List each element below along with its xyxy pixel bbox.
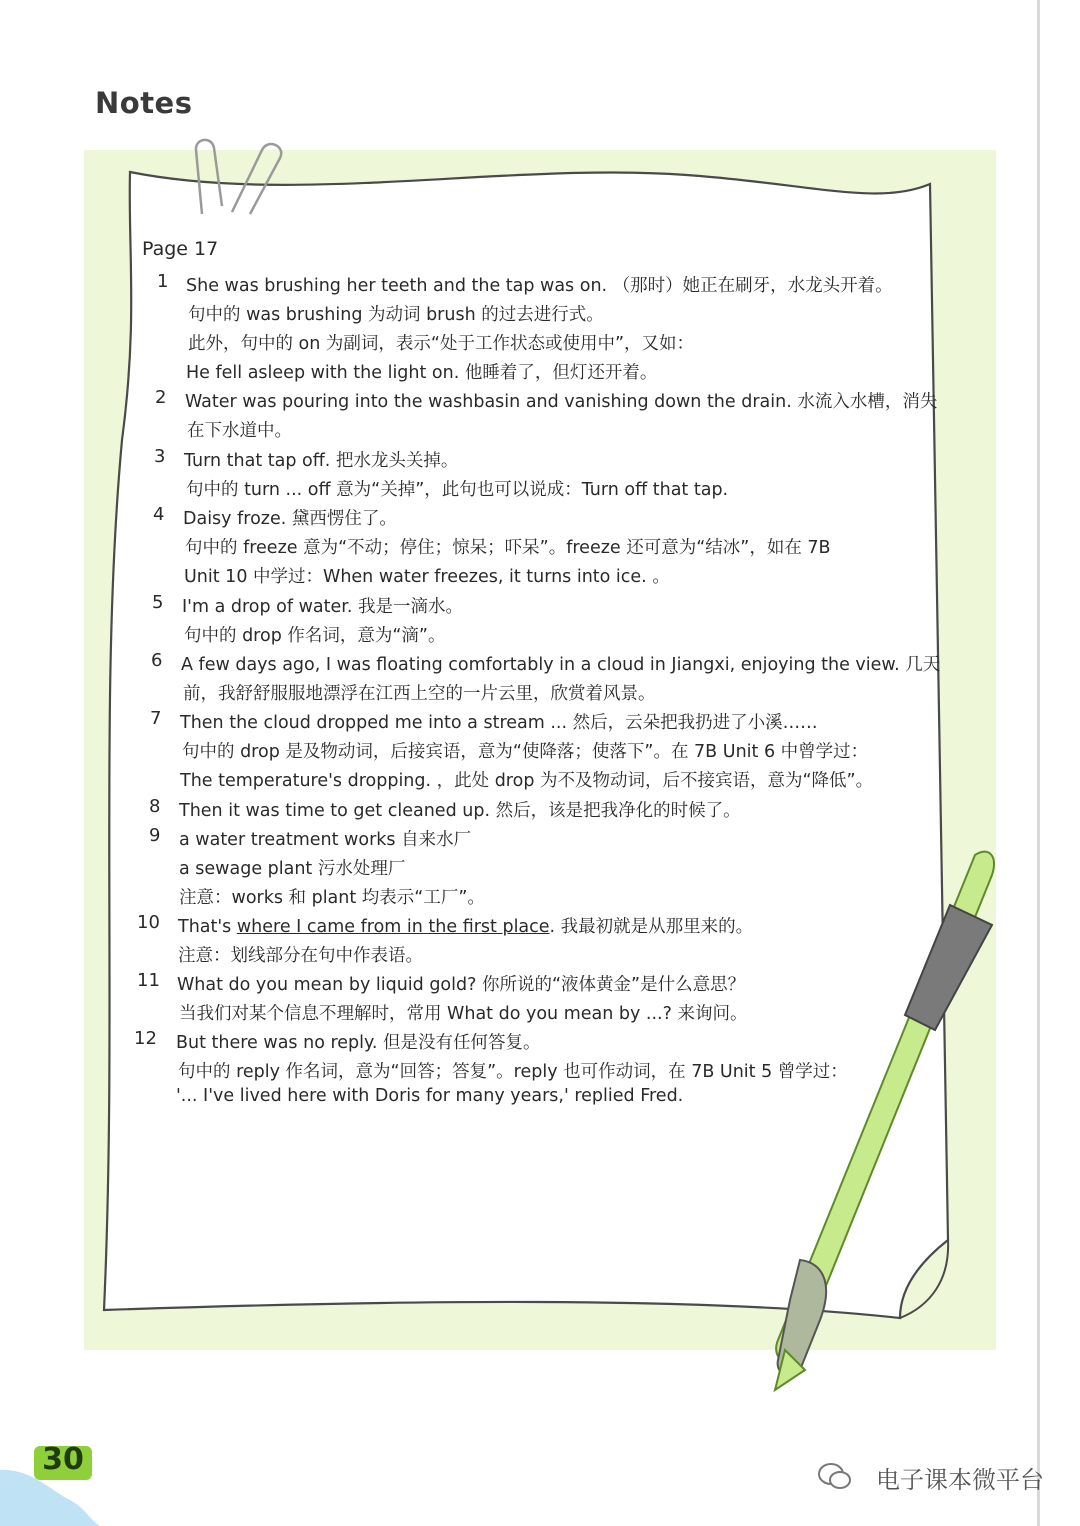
note-line: Then the cloud dropped me into a stream ... 然后，云朵把我扔进了小溪…… (180, 713, 818, 733)
watermark-text: 电子课本微平台 (876, 1466, 1044, 1494)
note-text: That's (178, 917, 237, 937)
note-line: The temperature's dropping. ，此处 drop 为不及物动词，后不接宾语，意为“降低”。 (180, 771, 874, 791)
note-line: Daisy froze. 黛西愣住了。 (183, 509, 397, 529)
note-line: 句中的 was brushing 为动词 brush 的过去进行式。 (188, 305, 604, 325)
note-line: a water treatment works 自来水厂 (179, 830, 472, 850)
note-line: She was brushing her teeth and the tap was on. （那时）她正在刷牙，水龙头开着。 (186, 276, 893, 296)
note-line: But there was no reply. 但是没有任何答复。 (176, 1033, 541, 1053)
wechat-icon (818, 1462, 852, 1492)
note-number: 10 (137, 912, 160, 933)
note-line: 句中的 drop 作名词，意为“滴”。 (184, 626, 446, 646)
note-line: He fell asleep with the light on. 他睡着了，但灯还开着。 (186, 363, 658, 383)
note-number: 12 (134, 1028, 157, 1049)
page-number: 30 (42, 1442, 84, 1477)
note-line: 句中的 freeze 意为“不动；停住；惊呆；吓呆”。freeze 还可意为“结冰”，如在 7B (185, 538, 831, 558)
underlined-phrase: where I came from in the first place (236, 917, 550, 937)
note-line (178, 913, 753, 938)
note-line: 在下水道中。 (187, 421, 292, 441)
note-line: Then it was time to get cleaned up. 然后，该是把我净化的时候了。 (179, 801, 741, 821)
note-line: 注意：works 和 plant 均表示“工厂”。 (179, 888, 485, 908)
note-line: 句中的 turn ... off 意为“关掉”，此句也可以说成：Turn off that tap. (186, 480, 729, 500)
page-reference: Page 17 (142, 238, 219, 260)
note-line: A few days ago, I was floating comfortably in a cloud in Jiangxi, enjoying the view. 几天 (181, 655, 941, 675)
note-number: 2 (155, 387, 167, 408)
note-number: 11 (137, 970, 160, 991)
note-number: 4 (153, 504, 165, 525)
note-line: 当我们对某个信息不理解时，常用 What do you mean by ...? 来询问。 (179, 1004, 748, 1024)
note-line: 句中的 reply 作名词，意为“回答；答复”。reply 也可作动词，在 7B Unit 5 曾学过： (178, 1062, 848, 1082)
note-line: Water was pouring into the washbasin and vanishing down the drain. 水流入水槽，消失 (185, 392, 938, 412)
note-number: 7 (150, 708, 162, 729)
note-number: 9 (149, 825, 161, 846)
note-line: 此外，句中的 on 为副词，表示“处于工作状态或使用中”，又如： (188, 334, 695, 354)
note-number: 1 (157, 271, 169, 292)
note-number: 8 (149, 796, 161, 817)
note-line: Unit 10 中学过：When water freezes, it turns into ice. 。 (184, 567, 670, 587)
note-line: '... I've lived here with Doris for many years,' replied Fred. (176, 1086, 684, 1106)
note-line: What do you mean by liquid gold? 你所说的“液体黄金”是什么意思？ (177, 975, 746, 995)
note-number: 3 (154, 446, 166, 467)
note-line: 前，我舒舒服服地漂浮在江西上空的一片云里，欣赏着风景。 (183, 684, 656, 704)
note-number: 6 (151, 650, 163, 671)
note-text: . 我最初就是从那里来的。 (549, 917, 754, 937)
note-number: 5 (152, 592, 164, 613)
note-line: I'm a drop of water. 我是一滴水。 (182, 597, 463, 617)
note-line: a sewage plant 污水处理厂 (179, 859, 406, 879)
note-line: Turn that tap off. 把水龙头关掉。 (184, 451, 459, 471)
page-title: Notes (95, 86, 193, 120)
note-line: 注意：划线部分在句中作表语。 (178, 946, 423, 966)
note-line: 句中的 drop 是及物动词，后接宾语，意为“使降落；使落下”。在 7B Unit 6 中曾学过： (182, 742, 869, 762)
